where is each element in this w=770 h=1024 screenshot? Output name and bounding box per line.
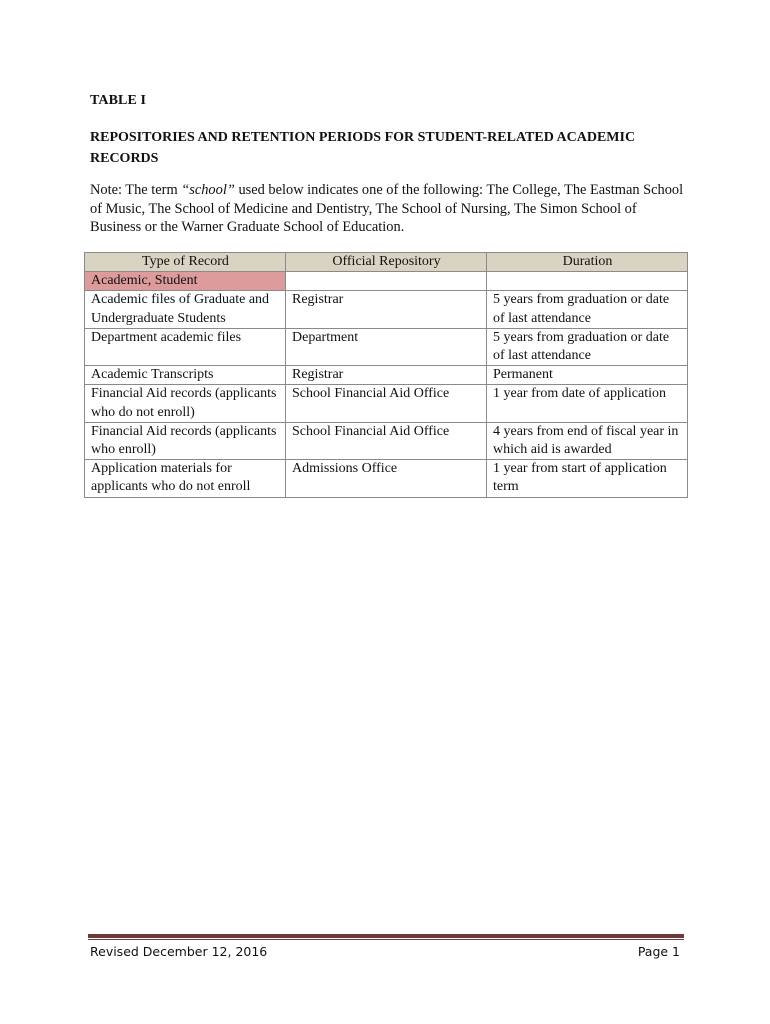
table-row (85, 460, 688, 497)
table-row (85, 328, 688, 365)
repository-cell: Registrar (286, 366, 487, 385)
duration-cell: 1 year from date of application (487, 385, 688, 422)
table-header-row (85, 253, 688, 272)
duration-cell: 5 years from graduation or date of last attendance (487, 328, 688, 365)
category-empty-cell (487, 272, 688, 291)
duration-cell: 5 years from graduation or date of last attendance (487, 291, 688, 328)
footer-divider-thin (88, 939, 684, 940)
repository-cell: Registrar (286, 291, 487, 328)
duration-cell: 4 years from end of fiscal year in which aid is awarded (487, 422, 688, 459)
repository-cell: School Financial Aid Office (286, 385, 487, 422)
document-title: REPOSITORIES AND RETENTION PERIODS FOR STUDENT-RELATED ACADEMIC RECORDS (90, 130, 636, 166)
page-number: Page 1 (637, 944, 680, 959)
record-type-cell: Academic Transcripts (85, 366, 286, 385)
record-type-cell: Department academic files (85, 328, 286, 365)
header-official-repository: Official Repository (286, 253, 487, 272)
revision-date: Revised December 12, 2016 (90, 944, 268, 959)
record-type-cell: Financial Aid records (applicants who enroll) (85, 422, 286, 459)
footer-divider-thick (88, 934, 684, 938)
category-empty-cell (286, 272, 487, 291)
duration-cell: 1 year from start of application term (487, 460, 688, 497)
header-duration: Duration (487, 253, 688, 272)
repository-cell: Department (286, 328, 487, 365)
note-paragraph (90, 181, 690, 237)
note-suffix: used below indicates one of the following: The College, The Eastman School of Music, The School of Medicine and Dentistry, The School of Nursing, The Simon School of Business or the Warner Graduate School of Education. (90, 182, 684, 235)
table-row (85, 385, 688, 422)
table-row (85, 422, 688, 459)
table-row (85, 366, 688, 385)
table-row (85, 291, 688, 328)
record-type-cell: Application materials for applicants who do not enroll (85, 460, 286, 497)
category-row (85, 272, 688, 291)
retention-table (84, 252, 688, 498)
category-cell: Academic, Student (85, 272, 286, 291)
table-label: TABLE I (90, 93, 147, 108)
note-prefix: Note: The term (90, 182, 182, 198)
repository-cell: Admissions Office (286, 460, 487, 497)
record-type-cell: Academic files of Graduate and Undergraduate Students (85, 291, 286, 328)
repository-cell: School Financial Aid Office (286, 422, 487, 459)
duration-cell: Permanent (487, 366, 688, 385)
note-term: “school” (181, 182, 235, 198)
header-type-of-record: Type of Record (85, 253, 286, 272)
record-type-cell: Financial Aid records (applicants who do not enroll) (85, 385, 286, 422)
